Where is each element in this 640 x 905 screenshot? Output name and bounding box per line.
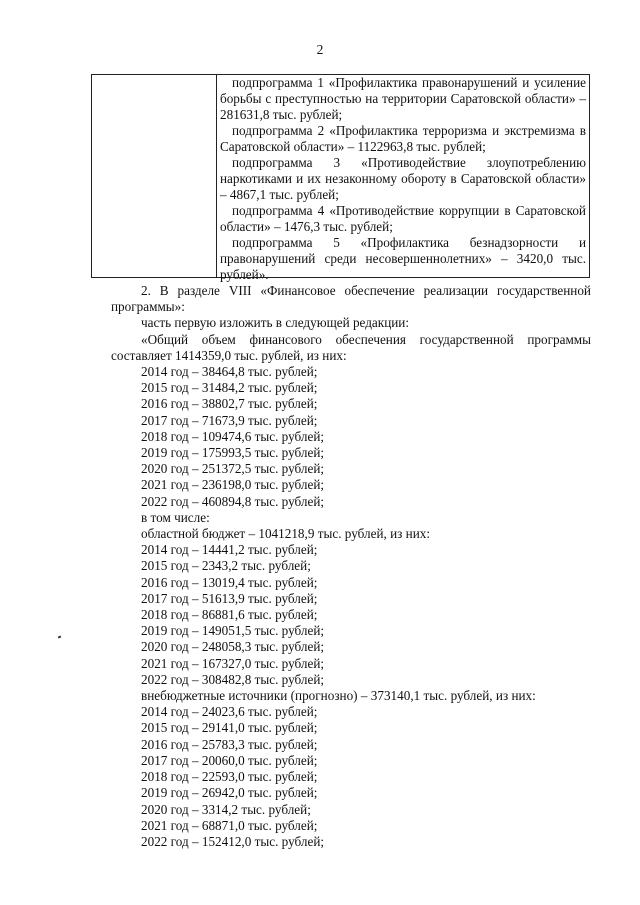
extrabudget-year-line: 2021 год – 68871,0 тыс. рублей; [141, 817, 318, 833]
scan-speck [58, 635, 62, 638]
extrabudget-year-line: 2019 год – 26942,0 тыс. рублей; [141, 785, 318, 801]
regional-year-line: 2016 год – 13019,4 тыс. рублей; [141, 574, 318, 590]
regional-year-line: 2017 год – 51613,9 тыс. рублей; [141, 590, 318, 606]
table-paragraph-subprogram-5: подпрограмма 5 «Профилактика безнадзорности и правонарушений среди несовершеннолетних» – 3420,0 тыс. рублей». [220, 235, 586, 282]
total-year-line: 2017 год – 71673,9 тыс. рублей; [141, 412, 318, 428]
regional-budget-line: областной бюджет – 1041218,9 тыс. рублей, из них: [141, 526, 431, 542]
total-year-line: 2022 год – 460894,8 тыс. рублей; [141, 493, 325, 509]
regional-year-line: 2020 год – 248058,3 тыс. рублей; [141, 639, 325, 655]
total-year-line: 2021 год – 236198,0 тыс. рублей; [141, 477, 325, 493]
document-body [111, 283, 591, 850]
extrabudget-year-line: 2018 год – 22593,0 тыс. рублей; [141, 769, 318, 785]
part-first-line: часть первую изложить в следующей редакции: [141, 315, 410, 331]
table-column-divider [216, 74, 217, 278]
extrabudget-year-line: 2022 год – 152412,0 тыс. рублей; [141, 833, 325, 849]
in-that-line: в том числе: [141, 509, 210, 525]
total-funding-paragraph: «Общий объем финансового обеспечения государственной программы составляет 1414359,0 тыс. рублей, из них: [111, 331, 591, 363]
extrabudget-year-line: 2016 год – 25783,3 тыс. рублей; [141, 736, 318, 752]
total-year-line: 2019 год – 175993,5 тыс. рублей; [141, 445, 325, 461]
regional-year-line: 2015 год – 2343,2 тыс. рублей; [141, 558, 311, 574]
regional-year-line: 2021 год – 167327,0 тыс. рублей; [141, 655, 325, 671]
table-right-cell [220, 75, 586, 283]
extrabudget-year-line: 2020 год – 3314,2 тыс. рублей; [141, 801, 311, 817]
total-year-line: 2020 год – 251372,5 тыс. рублей; [141, 461, 325, 477]
extrabudget-year-line: 2015 год – 29141,0 тыс. рублей; [141, 720, 318, 736]
total-year-line: 2018 год – 109474,6 тыс. рублей; [141, 428, 325, 444]
total-year-line: 2014 год – 38464,8 тыс. рублей; [141, 364, 318, 380]
item-2-heading: 2. В разделе VIII «Финансовое обеспечение реализации государственной программы»: [111, 283, 591, 315]
total-year-line: 2015 год – 31484,2 тыс. рублей; [141, 380, 318, 396]
table-paragraph-subprogram-3: подпрограмма 3 «Противодействие злоупотреблению наркотиками и их незаконному обороту в Саратовской области» – 4867,1 тыс. рублей; [220, 155, 586, 202]
extrabudget-year-line: 2017 год – 20060,0 тыс. рублей; [141, 752, 318, 768]
regional-year-line: 2019 год – 149051,5 тыс. рублей; [141, 623, 325, 639]
table-paragraph-subprogram-4: подпрограмма 4 «Противодействие коррупции в Саратовской области» – 1476,3 тыс. рублей; [220, 203, 586, 234]
page-number: 2 [316, 42, 324, 57]
regional-year-line: 2014 год – 14441,2 тыс. рублей; [141, 542, 318, 558]
table-paragraph-subprogram-1: подпрограмма 1 «Профилактика правонарушений и усиление борьбы с преступностью на территории Саратовской области» – 281631,8 тыс. рублей; [220, 75, 586, 122]
regional-year-line: 2018 год – 86881,6 тыс. рублей; [141, 607, 318, 623]
regional-year-line: 2022 год – 308482,8 тыс. рублей; [141, 671, 325, 687]
total-year-line: 2016 год – 38802,7 тыс. рублей; [141, 396, 318, 412]
extrabudget-year-line: 2014 год – 24023,6 тыс. рублей; [141, 704, 318, 720]
table-paragraph-subprogram-2: подпрограмма 2 «Профилактика терроризма и экстремизма в Саратовской области» – 1122963,8 тыс. рублей; [220, 123, 586, 154]
extrabudget-line: внебюджетные источники (прогнозно) – 373140,1 тыс. рублей, из них: [141, 688, 536, 704]
